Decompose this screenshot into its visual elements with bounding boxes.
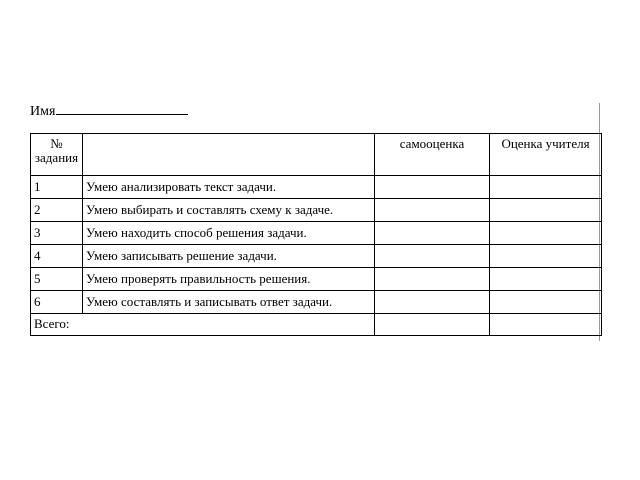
teacher-assessment-cell[interactable] (490, 291, 602, 314)
header-teacher-assessment: Оценка учителя (490, 134, 602, 176)
header-skill (83, 134, 375, 176)
self-assessment-cell[interactable] (375, 291, 490, 314)
name-label: Имя (30, 104, 56, 119)
task-number: 3 (31, 222, 83, 245)
teacher-assessment-cell[interactable] (490, 222, 602, 245)
total-label: Всего: (31, 314, 375, 336)
skill-text: Умею составлять и записывать ответ задачи. (83, 291, 375, 314)
skill-text: Умею записывать решение задачи. (83, 245, 375, 268)
name-field (30, 101, 188, 120)
total-self-assessment-cell[interactable] (375, 314, 490, 336)
teacher-assessment-cell[interactable] (490, 245, 602, 268)
self-assessment-cell[interactable] (375, 176, 490, 199)
self-assessment-cell[interactable] (375, 268, 490, 291)
table-row (31, 291, 602, 314)
task-number: 6 (31, 291, 83, 314)
teacher-assessment-cell[interactable] (490, 176, 602, 199)
table-row (31, 176, 602, 199)
self-assessment-table (30, 133, 602, 336)
task-number: 2 (31, 199, 83, 222)
skill-text: Умею находить способ решения задачи. (83, 222, 375, 245)
self-assessment-cell[interactable] (375, 199, 490, 222)
header-number-sign: № (50, 136, 63, 151)
self-assessment-cell[interactable] (375, 222, 490, 245)
teacher-assessment-cell[interactable] (490, 268, 602, 291)
header-task-word: задания (34, 150, 79, 165)
name-underline[interactable] (56, 101, 188, 115)
table-row (31, 199, 602, 222)
teacher-assessment-cell[interactable] (490, 199, 602, 222)
table-row (31, 268, 602, 291)
task-number: 5 (31, 268, 83, 291)
total-row (31, 314, 602, 336)
task-number: 4 (31, 245, 83, 268)
skill-text: Умею выбирать и составлять схему к задаче. (83, 199, 375, 222)
table-header-row (31, 134, 602, 176)
table-row (31, 222, 602, 245)
header-self-assessment: самооценка (375, 134, 490, 176)
self-assessment-cell[interactable] (375, 245, 490, 268)
header-task-number (31, 134, 83, 176)
task-number: 1 (31, 176, 83, 199)
total-teacher-assessment-cell[interactable] (490, 314, 602, 336)
skill-text: Умею анализировать текст задачи. (83, 176, 375, 199)
skill-text: Умею проверять правильность решения. (83, 268, 375, 291)
table-row (31, 245, 602, 268)
